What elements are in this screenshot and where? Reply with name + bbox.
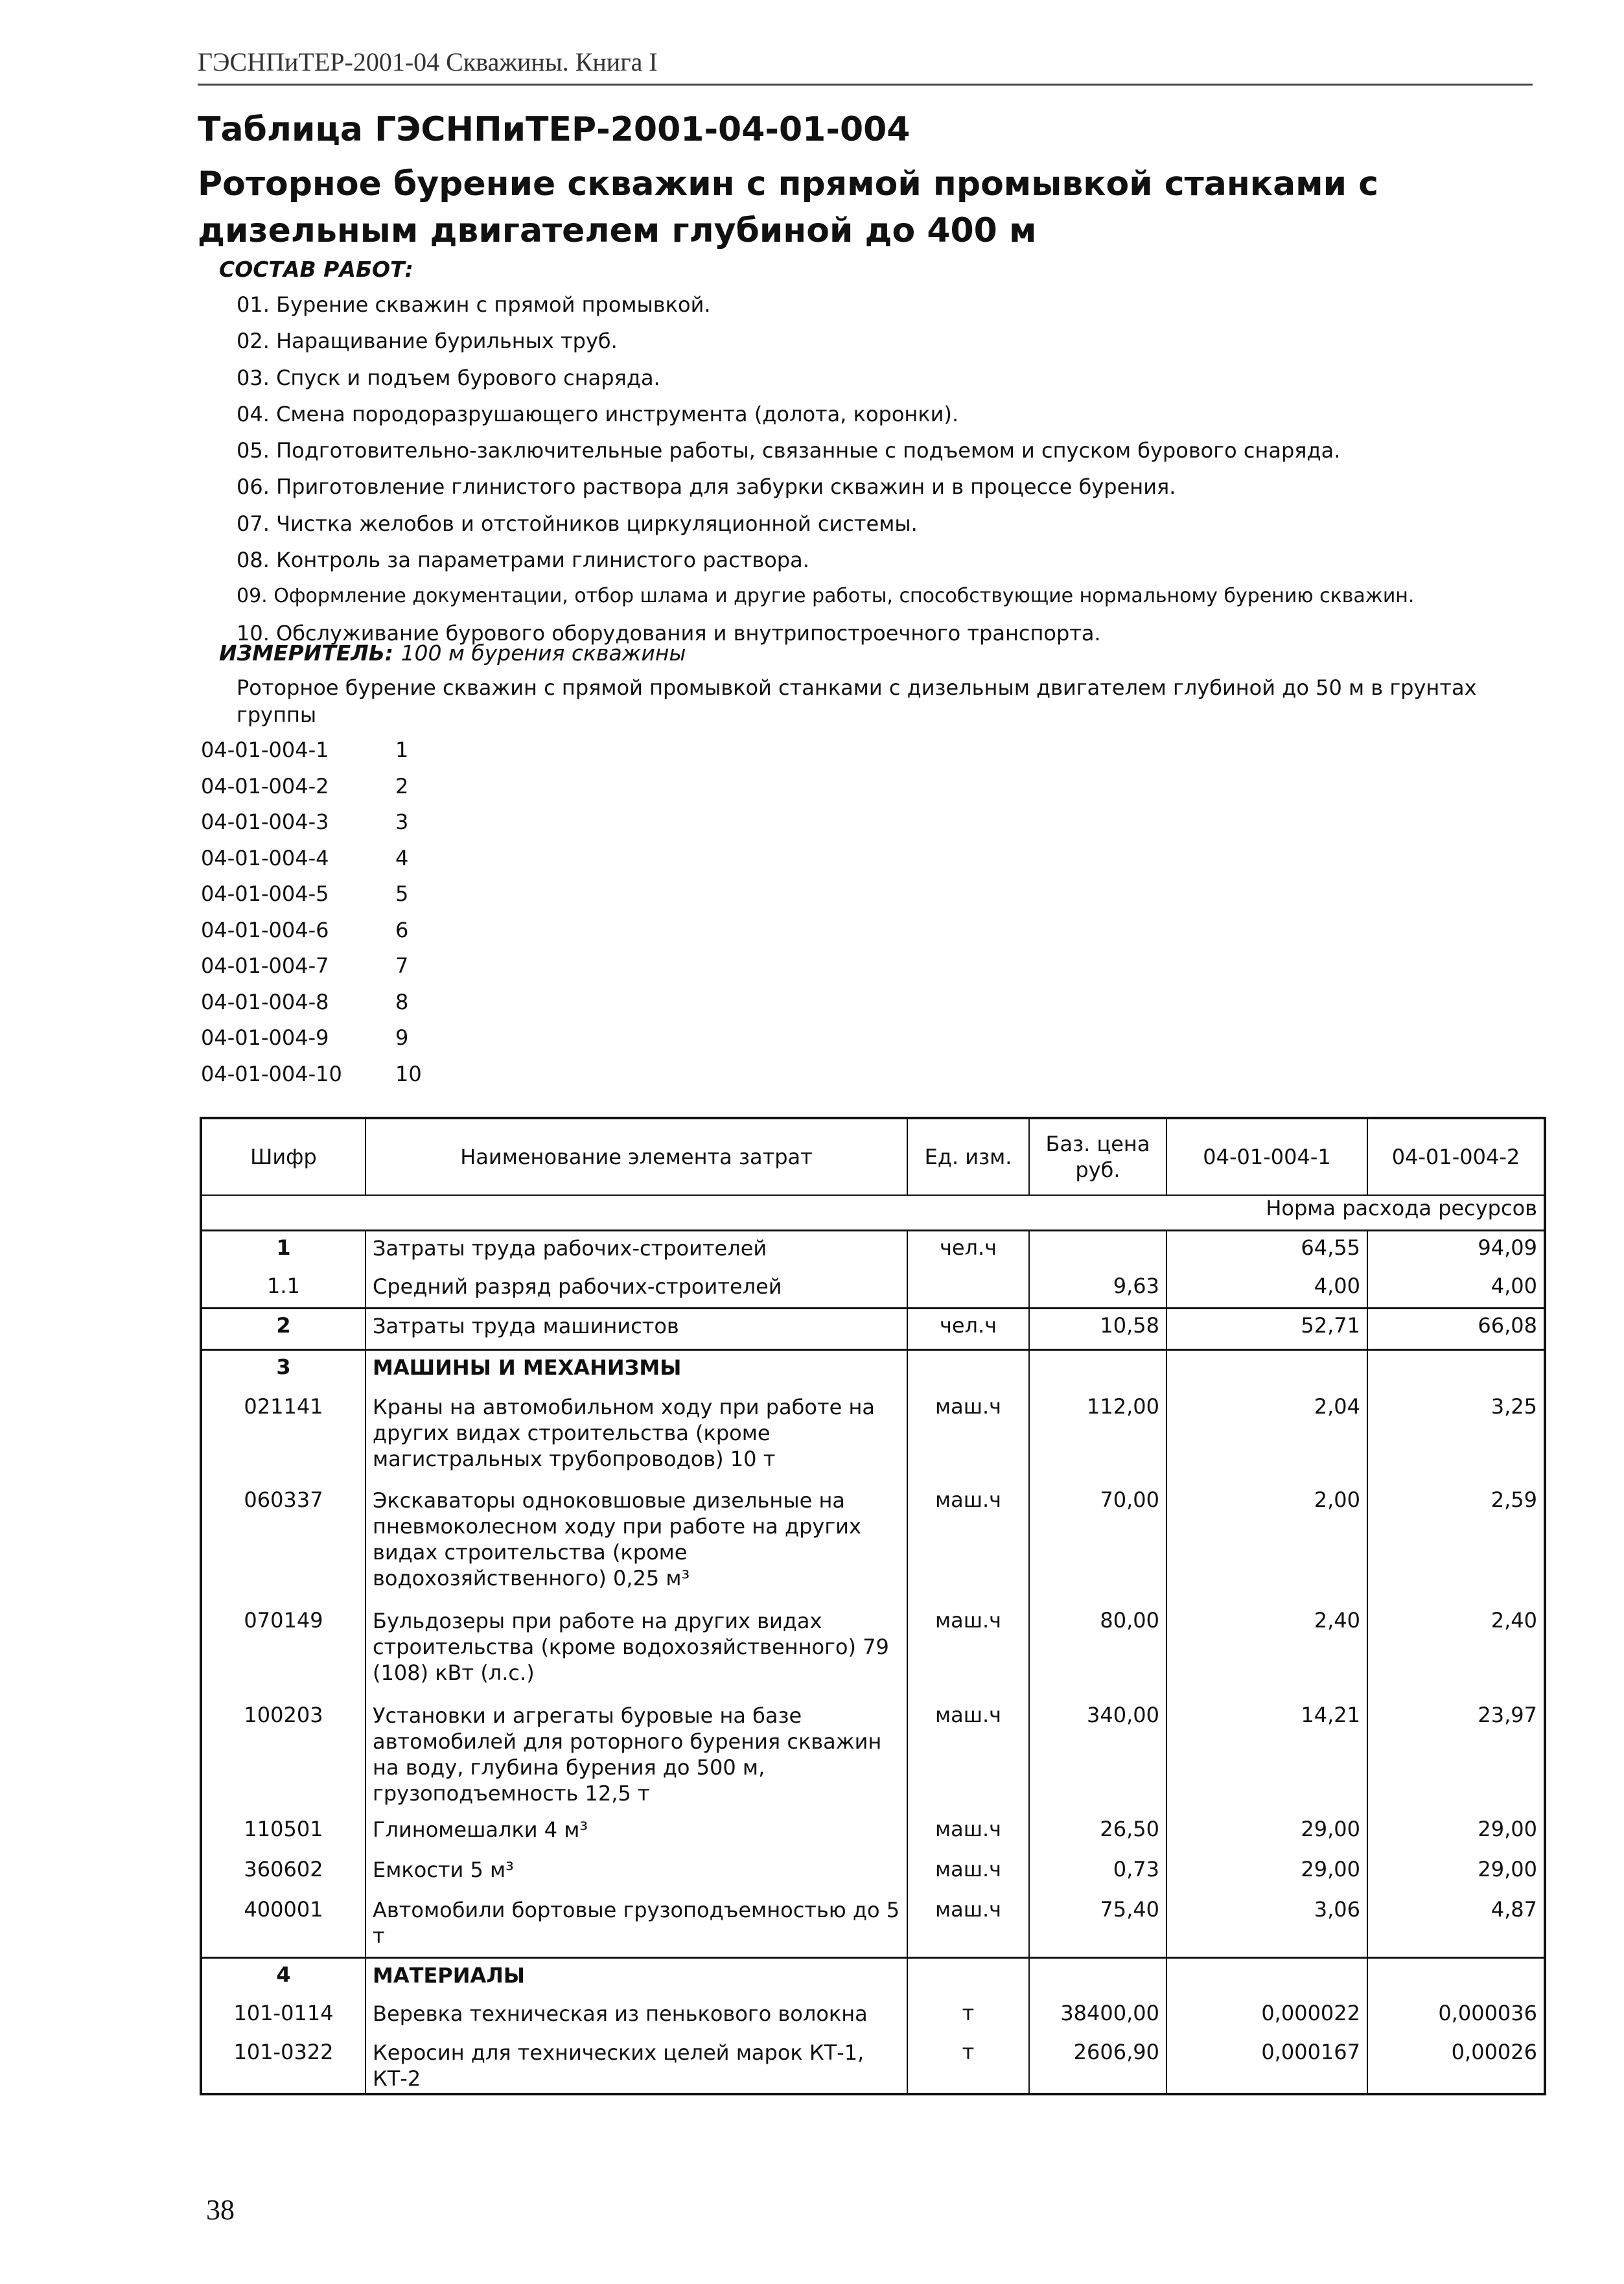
row-unit: чел.ч [907,1309,1029,1350]
row-unit [907,1350,1029,1390]
row-value-1: 14,21 [1166,1699,1367,1813]
measure-label: ИЗМЕРИТЕЛЬ: [219,640,394,666]
row-value-1: 29,00 [1166,1813,1367,1853]
row-price: 9,63 [1029,1270,1166,1309]
row-code: 021141 [201,1390,365,1484]
row-unit [907,1270,1029,1309]
table-row [201,1853,1545,1893]
table-row [201,1813,1545,1853]
code-row [201,948,422,985]
code-value: 04-01-004-6 [201,917,329,942]
row-value-2: 94,09 [1367,1231,1545,1270]
row-code: 070149 [201,1604,365,1699]
row-value-1 [1166,1958,1367,1997]
row-price: 75,40 [1029,1893,1166,1958]
row-value-1: 3,06 [1166,1893,1367,1958]
work-item: 06. Приготовление глинистого раствора для забурки скважин и в процессе бурения. [237,474,1176,500]
running-header: ГЭСНПиТЕР-2001-04 Скважины. Книга I [198,47,1533,86]
work-item: 02. Наращивание бурильных труб. [237,329,618,354]
table-row [201,1604,1545,1699]
row-value-1 [1166,1350,1367,1390]
group-value: 2 [395,773,409,798]
code-row [201,732,422,769]
row-code: 4 [201,1958,365,1997]
row-code: 110501 [201,1813,365,1853]
table-row [201,1390,1545,1484]
row-code: 3 [201,1350,365,1390]
measure-value: 100 м бурения скважины [400,640,686,666]
row-value-2: 4,00 [1491,1273,1537,1298]
header-price: Баз. цена руб. [1029,1118,1166,1195]
group-value: 3 [395,810,409,834]
row-name: Глиномешалки 4 м³ [365,1813,907,1853]
row-price: 10,58 [1029,1309,1166,1350]
header-code: Шифр [201,1118,365,1195]
table-row [201,1270,1545,1309]
row-value-2: 2,40 [1491,1607,1537,1633]
row-value-2: 66,08 [1367,1309,1545,1350]
row-code: 400001 [201,1893,365,1958]
work-item: 04. Смена породоразрушающего инструмента (долота, коронки). [237,401,959,426]
code-value: 04-01-004-4 [201,845,329,870]
row-value-2 [1367,1958,1545,1997]
row-code: 100203 [201,1699,365,1813]
group-value: 8 [395,989,409,1014]
row-unit: маш.ч [907,1604,1029,1699]
measure-intro: Роторное бурение скважин с прямой промывкой станками с дизельным двигателем глубиной до 50 м в грунтах группы [237,675,1477,727]
code-row [201,769,422,805]
row-value-2: 0,00026 [1451,2039,1537,2064]
work-item: 03. Спуск и подъем бурового снаряда. [237,365,660,390]
row-code: 2 [201,1309,365,1350]
code-row [201,804,422,841]
row-price: 340,00 [1029,1699,1166,1813]
code-value: 04-01-004-3 [201,810,329,834]
row-unit: т [907,1997,1029,2036]
row-price: 70,00 [1029,1484,1166,1604]
row-price: 112,00 [1029,1390,1166,1484]
row-name: Керосин для технических целей марок КТ-1, КТ-2 [365,2036,907,2094]
table-row [201,1997,1545,2036]
group-value: 10 [395,1061,422,1086]
page-number: 38 [206,2194,235,2226]
row-name: Емкости 5 м³ [365,1853,907,1893]
work-item: 08. Контроль за параметрами глинистого раствора. [237,548,809,573]
row-value-1: 0,000022 [1166,1997,1367,2036]
table-row [201,1484,1545,1604]
code-value: 04-01-004-10 [201,1061,342,1086]
table-subtitle: Роторное бурение скважин с прямой промывкой станками с дизельным двигателем глубиной до 400 м [198,165,1379,250]
work-item: 05. Подготовительно-заключительные работы, связанные с подъемом и спуском бурового снаряда. [237,438,1341,463]
row-name: Затраты труда машинистов [365,1309,907,1350]
row-name: МАТЕРИАЛЫ [365,1958,907,1997]
row-value-1: 2,00 [1166,1484,1367,1604]
row-value-2: 4,87 [1491,1896,1537,1922]
row-value-1: 2,04 [1166,1390,1367,1484]
row-name: Установки и агрегаты буровые на базе автомобилей для роторного бурения скважин на воду, глубина бурения до 500 м, грузоподъемность 12,5 т [365,1699,907,1813]
group-value: 4 [395,845,409,870]
code-value: 04-01-004-5 [201,881,329,906]
table-row [201,1958,1545,1997]
row-name: Автомобили бортовые грузоподъемностью до 5 т [365,1893,907,1958]
row-code: 101-0114 [201,1997,365,2036]
row-code: 060337 [201,1484,365,1604]
row-price [1029,1350,1166,1390]
row-price: 38400,00 [1029,1997,1166,2036]
row-price: 26,50 [1029,1813,1166,1853]
code-row [201,913,422,949]
group-value: 7 [395,953,409,978]
work-item: 10. Обслуживание бурового оборудования и внутрипостроечного транспорта. [237,620,1101,646]
row-unit: маш.ч [907,1484,1029,1604]
table-row [201,1699,1545,1813]
code-value: 04-01-004-7 [201,953,329,978]
row-value-2 [1367,1350,1545,1390]
code-row [201,841,422,877]
row-unit: маш.ч [907,1893,1029,1958]
row-unit: маш.ч [907,1390,1029,1484]
codes-list [201,732,422,1092]
row-value-1: 4,00 [1166,1270,1367,1309]
row-code: 101-0322 [201,2036,365,2094]
group-value: 1 [395,738,409,762]
row-value-2: 3,25 [1491,1393,1537,1419]
row-unit: маш.ч [907,1853,1029,1893]
row-value-1: 2,40 [1166,1604,1367,1699]
row-name: Экскаваторы одноковшовые дизельные на пневмоколесном ходу при работе на других видах строительства (кроме водохозяйственного) 0,25 м³ [365,1484,907,1604]
row-name: Средний разряд рабочих-строителей [365,1270,907,1309]
row-price: 0,73 [1029,1853,1166,1893]
row-price: 80,00 [1029,1604,1166,1699]
row-name: МАШИНЫ И МЕХАНИЗМЫ [365,1350,907,1390]
row-code: 1 [201,1231,365,1270]
code-row [201,1056,422,1093]
table-row [201,1309,1545,1350]
norm-caption: Норма расхода ресурсов [201,1195,1545,1231]
work-item: 09. Оформление документации, отбор шлама и другие работы, способствующие нормальному бурению скважин. [237,585,1415,608]
work-item: 07. Чистка желобов и отстойников циркуляционной системы. [237,511,918,536]
row-unit: маш.ч [907,1699,1029,1813]
row-value-1: 0,000167 [1166,2036,1367,2094]
code-value: 04-01-004-9 [201,1025,329,1050]
group-value: 6 [395,917,409,942]
row-name: Бульдозеры при работе на других видах строительства (кроме водохозяйственного) 79 (108) кВт (л.с.) [365,1604,907,1699]
row-name: Веревка техническая из пенькового волокна [365,1997,907,2036]
table-row [201,1231,1545,1270]
row-code: 360602 [201,1853,365,1893]
header-v2: 04-01-004-2 [1367,1118,1545,1195]
code-value: 04-01-004-2 [201,773,329,798]
table-title: Таблица ГЭСНПиТЕР-2001-04-01-004 [198,110,911,149]
measure-line [219,640,686,666]
row-value-2: 29,00 [1478,1856,1537,1882]
code-row [201,1020,422,1056]
row-value-2: 29,00 [1478,1816,1537,1841]
row-name: Краны на автомобильном ходу при работе на других видах строительства (кроме магистральных трубопроводов) 10 т [365,1390,907,1484]
group-value: 5 [395,881,409,906]
work-item: 01. Бурение скважин с прямой промывкой. [237,292,711,317]
row-value-2: 23,97 [1478,1702,1537,1727]
works-label: СОСТАВ РАБОТ: [219,257,413,282]
row-price [1029,1958,1166,1997]
row-price [1029,1231,1166,1270]
header-v1: 04-01-004-1 [1166,1118,1367,1195]
row-value-1: 29,00 [1166,1853,1367,1893]
works-list [237,286,1597,651]
code-value: 04-01-004-1 [201,738,329,762]
table-row [201,1350,1545,1390]
row-unit [907,1958,1029,1997]
row-unit: чел.ч [907,1231,1029,1270]
code-value: 04-01-004-8 [201,989,329,1014]
row-value-2: 2,59 [1491,1487,1537,1512]
code-row [201,876,422,913]
table-row [201,1893,1545,1958]
row-name: Затраты труда рабочих-строителей [365,1231,907,1270]
row-unit: т [907,2036,1029,2094]
row-unit: маш.ч [907,1813,1029,1853]
resource-table [200,1117,1546,2095]
header-unit: Ед. изм. [907,1118,1029,1195]
row-code: 1.1 [201,1270,365,1309]
row-value-1: 52,71 [1166,1309,1367,1350]
group-value: 9 [395,1025,409,1050]
header-name: Наименование элемента затрат [365,1118,907,1195]
row-value-1: 64,55 [1166,1231,1367,1270]
table-row [201,2036,1545,2094]
row-value-2: 0,000036 [1438,2000,1537,2025]
code-row [201,985,422,1021]
row-price: 2606,90 [1029,2036,1166,2094]
